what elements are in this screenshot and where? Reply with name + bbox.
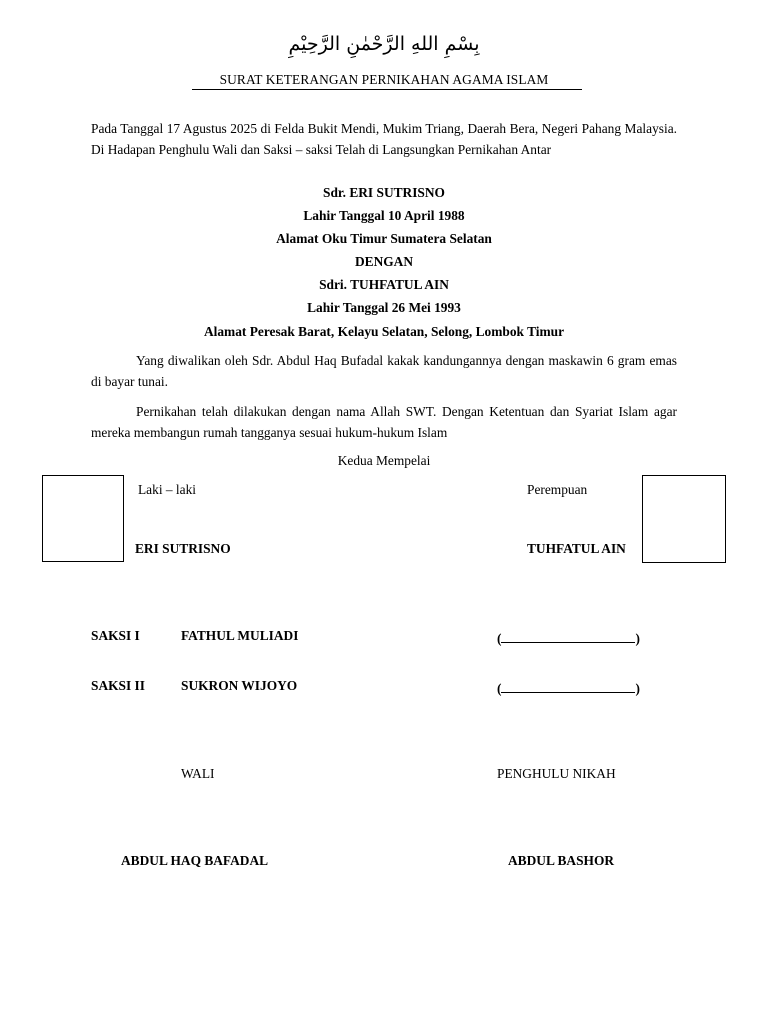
title-underline: [192, 89, 582, 90]
female-label: Perempuan: [527, 482, 588, 497]
male-label: Laki – laki: [138, 482, 197, 497]
groom-photo-box: [42, 475, 124, 562]
signature-blank: [501, 628, 635, 643]
witness-2-name: SUKRON WIJOYO: [181, 678, 298, 693]
bride-birth-line: Lahir Tanggal 26 Mei 1993: [307, 300, 461, 315]
groom-name-line: Sdr. ERI SUTRISNO: [323, 185, 445, 200]
witness-1-label: SAKSI I: [91, 628, 140, 643]
couple-heading: Kedua Mempelai: [337, 453, 431, 468]
witness-1-signature-line: ( ): [497, 628, 640, 647]
document-title: SURAT KETERANGAN PERNIKAHAN AGAMA ISLAM: [219, 72, 549, 87]
basmalah: بِسْمِ اللهِ الرَّحْمٰنِ الرَّحِيْمِ: [288, 33, 480, 55]
signature-blank: [501, 678, 635, 693]
bride-photo-box: [642, 475, 726, 563]
bride-signature-name: TUHFATUL AIN: [527, 541, 626, 556]
witness-2-signature-line: ( ): [497, 678, 640, 697]
wali-label: WALI: [181, 766, 215, 781]
wali-paragraph: Yang diwalikan oleh Sdr. Abdul Haq Bufadal kakak kandungannya dengan maskawin 6 gram emas di bayar tunai.: [91, 353, 677, 389]
intro-paragraph: Pada Tanggal 17 Agustus 2025 di Felda Bukit Mendi, Mukim Triang, Daerah Bera, Negeri Pahang Malaysia. Di Hadapan Penghulu Wali dan Saksi – saksi Telah di Langsungkan Pernikahan Antar: [91, 121, 677, 157]
bride-name-line: Sdri. TUHFATUL AIN: [319, 277, 449, 292]
witness-2-label: SAKSI II: [91, 678, 145, 693]
penghulu-name: ABDUL BASHOR: [508, 853, 615, 868]
groom-birth-line: Lahir Tanggal 10 April 1988: [303, 208, 465, 223]
wali-name: ABDUL HAQ BAFADAL: [121, 853, 269, 868]
witness-1-name: FATHUL MULIADI: [181, 628, 299, 643]
marriage-paragraph: Pernikahan telah dilakukan dengan nama Allah SWT. Dengan Ketentuan dan Syariat Islam agar mereka membangun rumah tangganya sesuai hukum-hukum Islam: [91, 404, 677, 440]
groom-address-line: Alamat Oku Timur Sumatera Selatan: [276, 231, 492, 246]
bride-address-line: Alamat Peresak Barat, Kelayu Selatan, Selong, Lombok Timur: [203, 324, 565, 339]
penghulu-label: PENGHULU NIKAH: [497, 766, 616, 781]
connector-text: DENGAN: [354, 254, 414, 269]
groom-signature-name: ERI SUTRISNO: [135, 541, 231, 556]
